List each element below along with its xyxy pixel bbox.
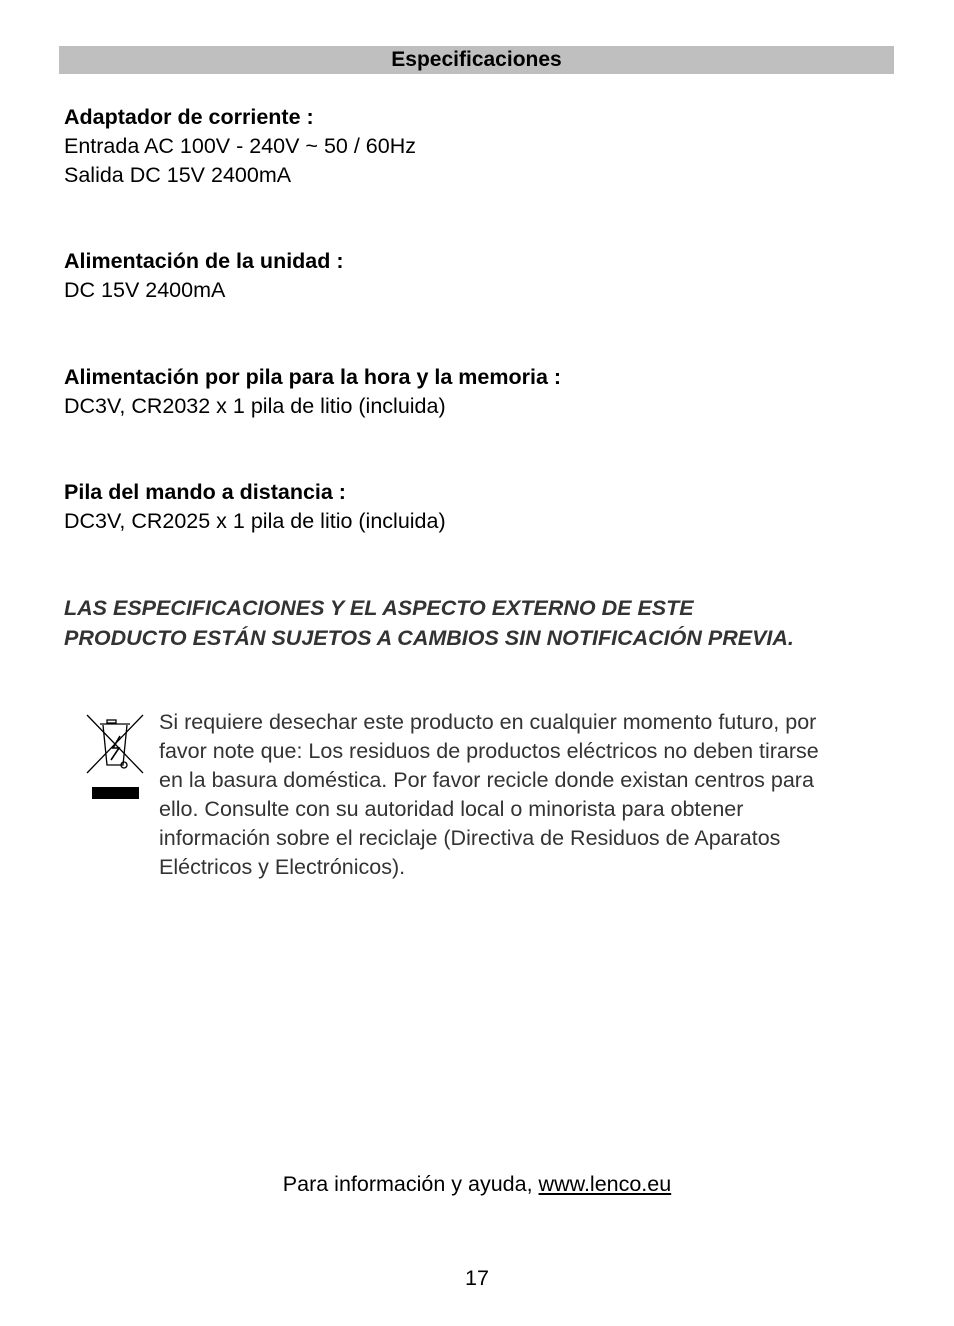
spec-label: Adaptador de corriente : — [64, 105, 314, 129]
page-number: 17 — [465, 1266, 489, 1290]
spec-value: DC 15V 2400mA — [64, 278, 226, 302]
change-notice — [64, 593, 904, 653]
weee-line: Si requiere desechar este producto en cualquier momento futuro, por — [159, 710, 817, 734]
notice-line: PRODUCTO ESTÁN SUJETOS A CAMBIOS SIN NOTIFICACIÓN PREVIA. — [64, 626, 794, 650]
section-title: Especificaciones — [391, 48, 562, 71]
section-header — [59, 46, 894, 74]
weee-line: ello. Consulte con su autoridad local o minorista para obtener — [159, 797, 744, 821]
weee-line: en la basura doméstica. Por favor recicle donde existan centros para — [159, 768, 814, 792]
spec-power-adapter — [64, 103, 416, 190]
spec-label: Pila del mando a distancia : — [64, 480, 346, 504]
weee-line: información sobre el reciclaje (Directiva de Residuos de Aparatos — [159, 826, 781, 850]
spec-remote-battery — [64, 478, 446, 536]
spec-clock-battery — [64, 363, 561, 421]
weee-line: Eléctricos y Electrónicos). — [159, 855, 406, 879]
spec-value: Entrada AC 100V - 240V ~ 50 / 60Hz — [64, 134, 416, 158]
spec-unit-power — [64, 247, 344, 305]
crossed-out-wheelie-bin-icon — [84, 712, 146, 802]
spec-label: Alimentación por pila para la hora y la memoria : — [64, 365, 562, 389]
weee-disposal-text — [159, 708, 899, 882]
spec-value: DC3V, CR2025 x 1 pila de litio (incluida) — [64, 509, 446, 533]
spec-label: Alimentación de la unidad : — [64, 249, 344, 273]
website-link[interactable]: www.lenco.eu — [538, 1172, 672, 1196]
spec-value: Salida DC 15V 2400mA — [64, 163, 292, 187]
spec-value: DC3V, CR2032 x 1 pila de litio (incluida) — [64, 394, 446, 418]
weee-line: favor note que: Los residuos de productos eléctricos no deben tirarse — [159, 739, 819, 763]
help-text: Para información y ayuda, — [282, 1172, 539, 1196]
notice-line: LAS ESPECIFICACIONES Y EL ASPECTO EXTERNO DE ESTE — [64, 596, 694, 620]
footer-help — [0, 1170, 954, 1199]
